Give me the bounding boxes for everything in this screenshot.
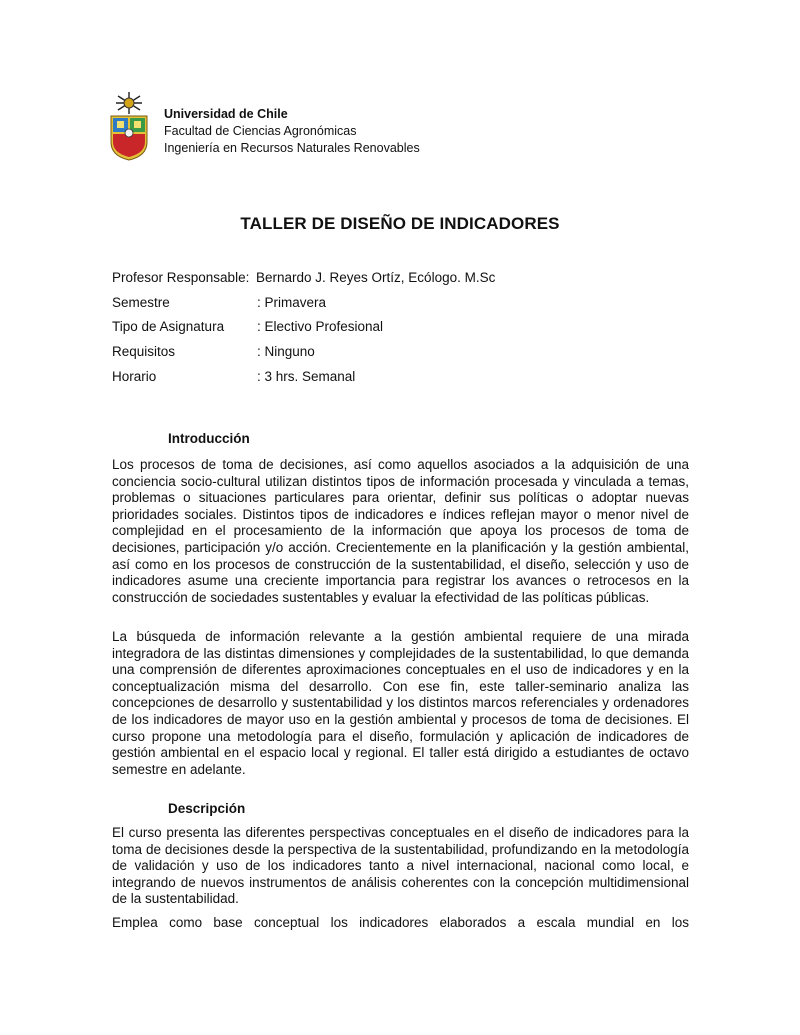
course-info-value: : Ninguno (257, 344, 315, 360)
institution-header (108, 90, 608, 162)
introduccion-paragraph: Los procesos de toma de decisiones, así como aquellos asociados a la adquisición de una conciencia socio-cultural utilizan distintos tipos de información procesada y vinculada a temas, problemas o situaciones particulares para orientar, definir sus políticas o adoptar nuevas prioridades sociales. Distintos tipos de indicadores e índices reflejan mayor o menor nivel de complejidad en el procesamiento de la información que apoya los procesos de toma de decisiones, participación y/o acción. Crecientemente en la planificación y la gestión ambiental, así como en los procesos de construcción de la sustentabilidad, el diseño, selección y uso de indicadores asume una creciente importancia para registrar los avances o retrocesos en la construcción de sociedades sustentables y evaluar la efectividad de las políticas públicas. (112, 457, 689, 605)
course-info-value: : Electivo Profesional (257, 319, 384, 335)
introduccion-paragraph: La búsqueda de información relevante a la gestión ambiental requiere de una mirada integradora de las distintas dimensiones y complejidades de la sustentabilidad, lo que demanda una comprensión de diferentes aproximaciones conceptuales en el uso de indicadores y en la conceptualización misma del desarrollo. Con ese fin, este taller-seminario analiza las concepciones de desarrollo y sustentabilidad y los distintos marcos referenciales y ordenadores de los indicadores de mayor uso en la gestión ambiental y procesos de toma de decisiones. El curso propone una metodología para el diseño, formulación y aplicación de indicadores de gestión ambiental en el espacio local y regional. El taller está dirigido a estudiantes de octavo semestre en adelante. (112, 629, 689, 777)
course-info-label: Horario (112, 368, 157, 384)
course-info-value: Bernardo J. Reyes Ortíz, Ecólogo. M.Sc (256, 270, 496, 285)
descripcion-paragraph: Emplea como base conceptual los indicadores elaborados a escala mundial en los (112, 915, 689, 930)
course-info-label: Requisitos (112, 344, 176, 360)
university-crest-icon (108, 90, 150, 162)
faculty-name: Facultad de Ciencias Agronómicas (164, 124, 357, 138)
course-info-label: Semestre (112, 294, 170, 310)
course-info-label: Profesor Responsable: (112, 270, 250, 285)
descripcion-heading: Descripción (168, 801, 246, 816)
course-info-label: Tipo de Asignatura (112, 319, 225, 335)
university-name: Universidad de Chile (164, 107, 288, 121)
course-info-value: : 3 hrs. Semanal (257, 368, 356, 384)
course-info-value: : Primavera (257, 294, 327, 310)
document-title: TALLER DE DISEÑO DE INDICADORES (240, 214, 560, 233)
descripcion-paragraph: El curso presenta las diferentes perspectivas conceptuales en el diseño de indicadores para la toma de decisiones desde la perspectiva de la sustentabilidad, profundizando en la metodología de validación y uso de los indicadores tanto a nivel internacional, nacional como local, e integrando de nuevos instrumentos de análisis coherentes con la concepción multidimensional de la sustentabilidad. (112, 825, 689, 907)
program-name: Ingeniería en Recursos Naturales Renovables (164, 141, 420, 155)
introduccion-heading: Introducción (168, 431, 250, 446)
institution-names (164, 106, 420, 157)
